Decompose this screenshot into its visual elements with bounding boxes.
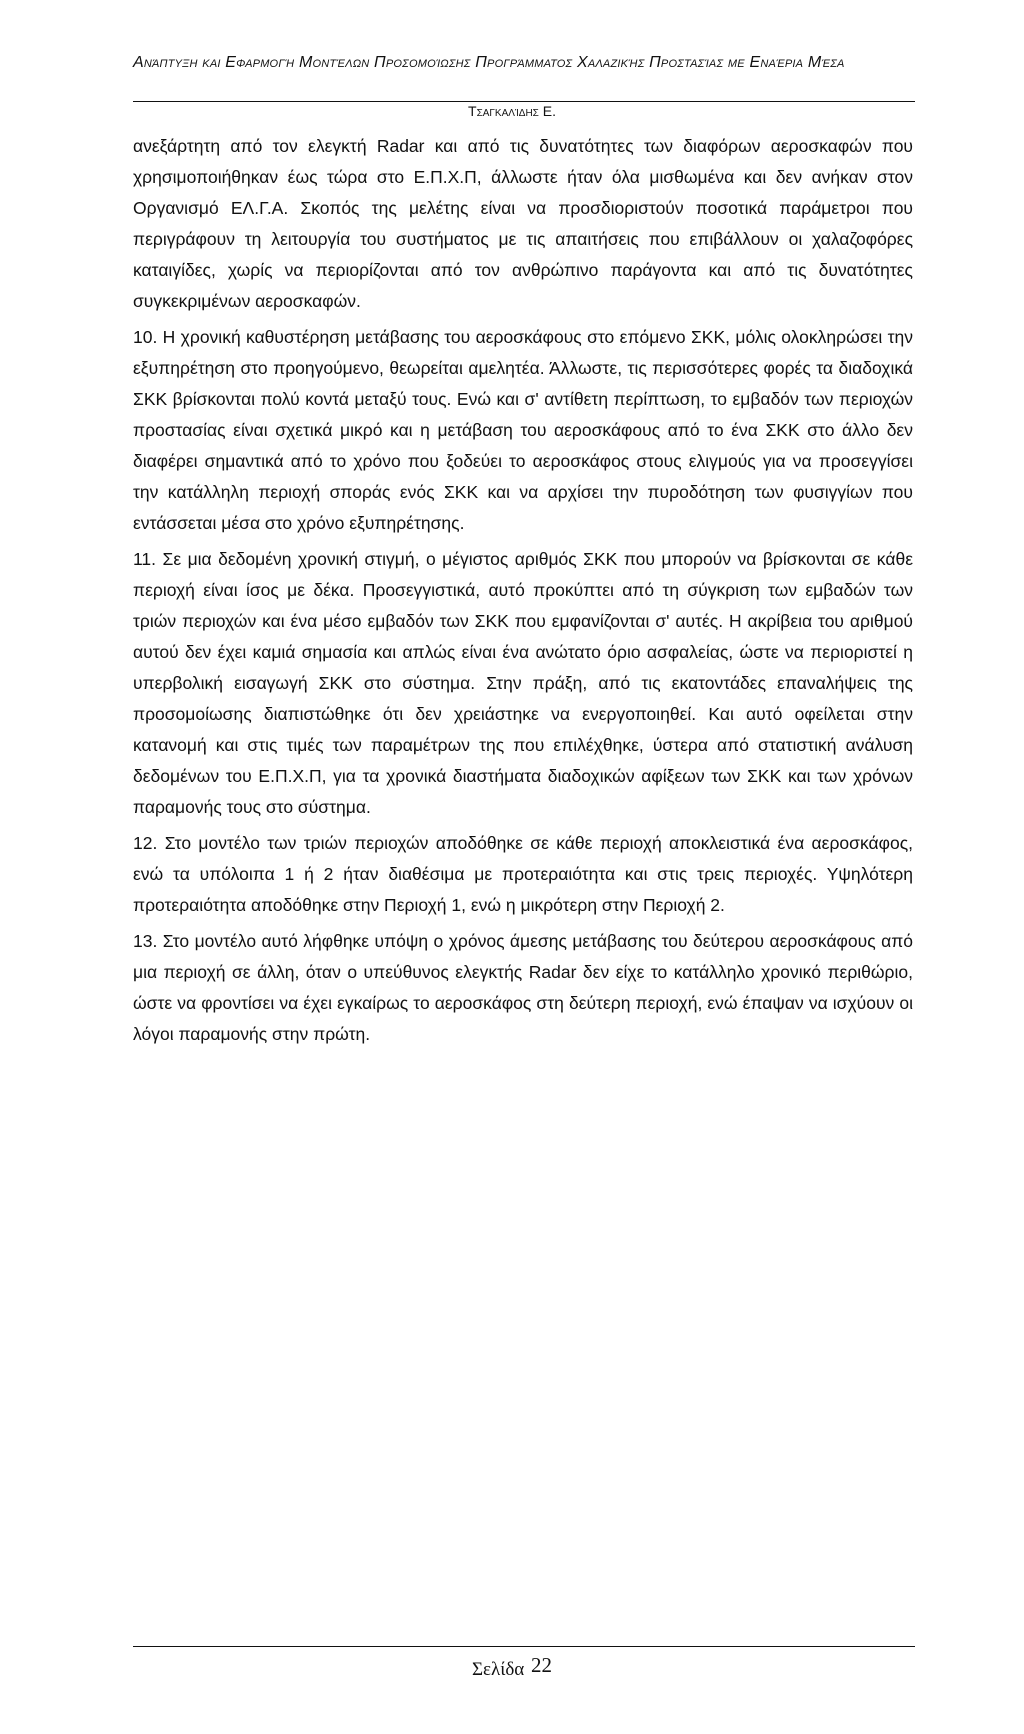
running-header-author: Τσαγκαλίδης Ε. xyxy=(468,103,556,119)
paragraph-continuation: ανεξάρτητη από τον ελεγκτή Radar και από τις δυνατότητες των διαφόρων αεροσκαφών που χρησιμοποιήθηκαν έως τώρα στο Ε.Π.Χ.Π, άλλωστε ήταν όλα μισθωμένα και δεν ανήκαν στον Οργανισμό ΕΛ.Γ.Α. Σκοπός της μελέτης είναι να προσδιοριστούν ποσοτικά παράμετροι που περιγράφουν τη λειτουργία του συστήματος με τις απαιτήσεις που επιβάλλουν οι χαλαζοφόρες καταιγίδες, χωρίς να περιορίζονται από τον ανθρώπινο παράγοντα και από τις δυνατότητες συγκεκριμένων αεροσκαφών. xyxy=(133,136,913,311)
numbered-paragraph-11: 11. Σε μια δεδομένη χρονική στιγμή, ο μέγιστος αριθμός ΣΚΚ που μπορούν να βρίσκονται σε κάθε περιοχή είναι ίσος με δέκα. Προσεγγιστικά, αυτό προκύπτει από τη σύγκριση των εμβαδών των τριών περιοχών και ένα μέσο εμβαδόν των ΣΚΚ που εμφανίζονται σ' αυτές. Η ακρίβεια του αριθμού αυτού δεν έχει καμιά σημασία και απλώς είναι ένα ανώτατο όριο ασφαλείας, ώστε να περιοριστεί η υπερβολική εισαγωγή ΣΚΚ στο σύστημα. Στην πράξη, από τις εκατοντάδες επαναλήψεις της προσομοίωσης διαπιστώθηκε ότι δεν χρειάστηκε να ενεργοποιηθεί. Και αυτό οφείλεται στην κατανομή και στις τιμές των παραμέτρων της που επιλέχθηκε, ύστερα από στατιστική ανάλυση δεδομένων του Ε.Π.Χ.Π, για τα χρονικά διαστήματα διαδοχικών αφίξεων των ΣΚΚ και των χρόνων παραμονής τους στο σύστημα. xyxy=(133,549,913,817)
running-header-title: Ανάπτυξη και Εφαρμογή Μοντέλων Προσομοίωσης Προγράμματος Χαλαζικής Προστασίας με Εναέρια Μέσα xyxy=(133,54,845,71)
page-label: Σελίδα xyxy=(471,1659,525,1680)
numbered-paragraph-12: 12. Στο μοντέλο των τριών περιοχών αποδόθηκε σε κάθε περιοχή αποκλειστικά ένα αεροσκάφος, ενώ τα υπόλοιπα 1 ή 2 ήταν διαθέσιμα με προτεραιότητα και στις τρεις περιοχές. Υψηλότερη προτεραιότητα αποδόθηκε στην Περιοχή 1, ενώ η μικρότερη στην Περιοχή 2. xyxy=(133,833,913,915)
page-number: 22 xyxy=(531,1653,553,1677)
numbered-paragraph-10: 10. Η χρονική καθυστέρηση μετάβασης του αεροσκάφους στο επόμενο ΣΚΚ, μόλις ολοκληρώσει την εξυπηρέτηση στο προηγούμενο, θεωρείται αμελητέα. Άλλωστε, τις περισσότερες φορές τα διαδοχικά ΣΚΚ βρίσκονται πολύ κοντά μεταξύ τους. Ενώ και σ' αντίθετη περίπτωση, το εμβαδόν των περιοχών προστασίας είναι σχετικά μικρό και η μετάβαση του αεροσκάφους από το ένα ΣΚΚ στο άλλο δεν διαφέρει σημαντικά από το χρόνο που ξοδεύει το αεροσκάφος στους ελιγμούς για να προσεγγίσει την κατάλληλη περιοχή σποράς ενός ΣΚΚ και να αρχίσει την πυροδότηση των φυσιγγίων που εντάσσεται μέσα στο χρόνο εξυπηρέτησης. xyxy=(133,327,913,533)
footer-divider xyxy=(133,1646,915,1647)
page-footer xyxy=(0,1652,1024,1683)
numbered-paragraph-13: 13. Στο μοντέλο αυτό λήφθηκε υπόψη ο χρόνος άμεσης μετάβασης του δεύτερου αεροσκάφους από μια περιοχή σε άλλη, όταν ο υπεύθυνος ελεγκτής Radar δεν είχε το κατάλληλο χρονικό περιθώριο, ώστε να φροντίσει να έχει εγκαίρως το αεροσκάφος στη δεύτερη περιοχή, ενώ έπαψαν να ισχύουν οι λόγοι παραμονής στην πρώτη. xyxy=(133,931,913,1044)
page-body xyxy=(133,131,913,1050)
